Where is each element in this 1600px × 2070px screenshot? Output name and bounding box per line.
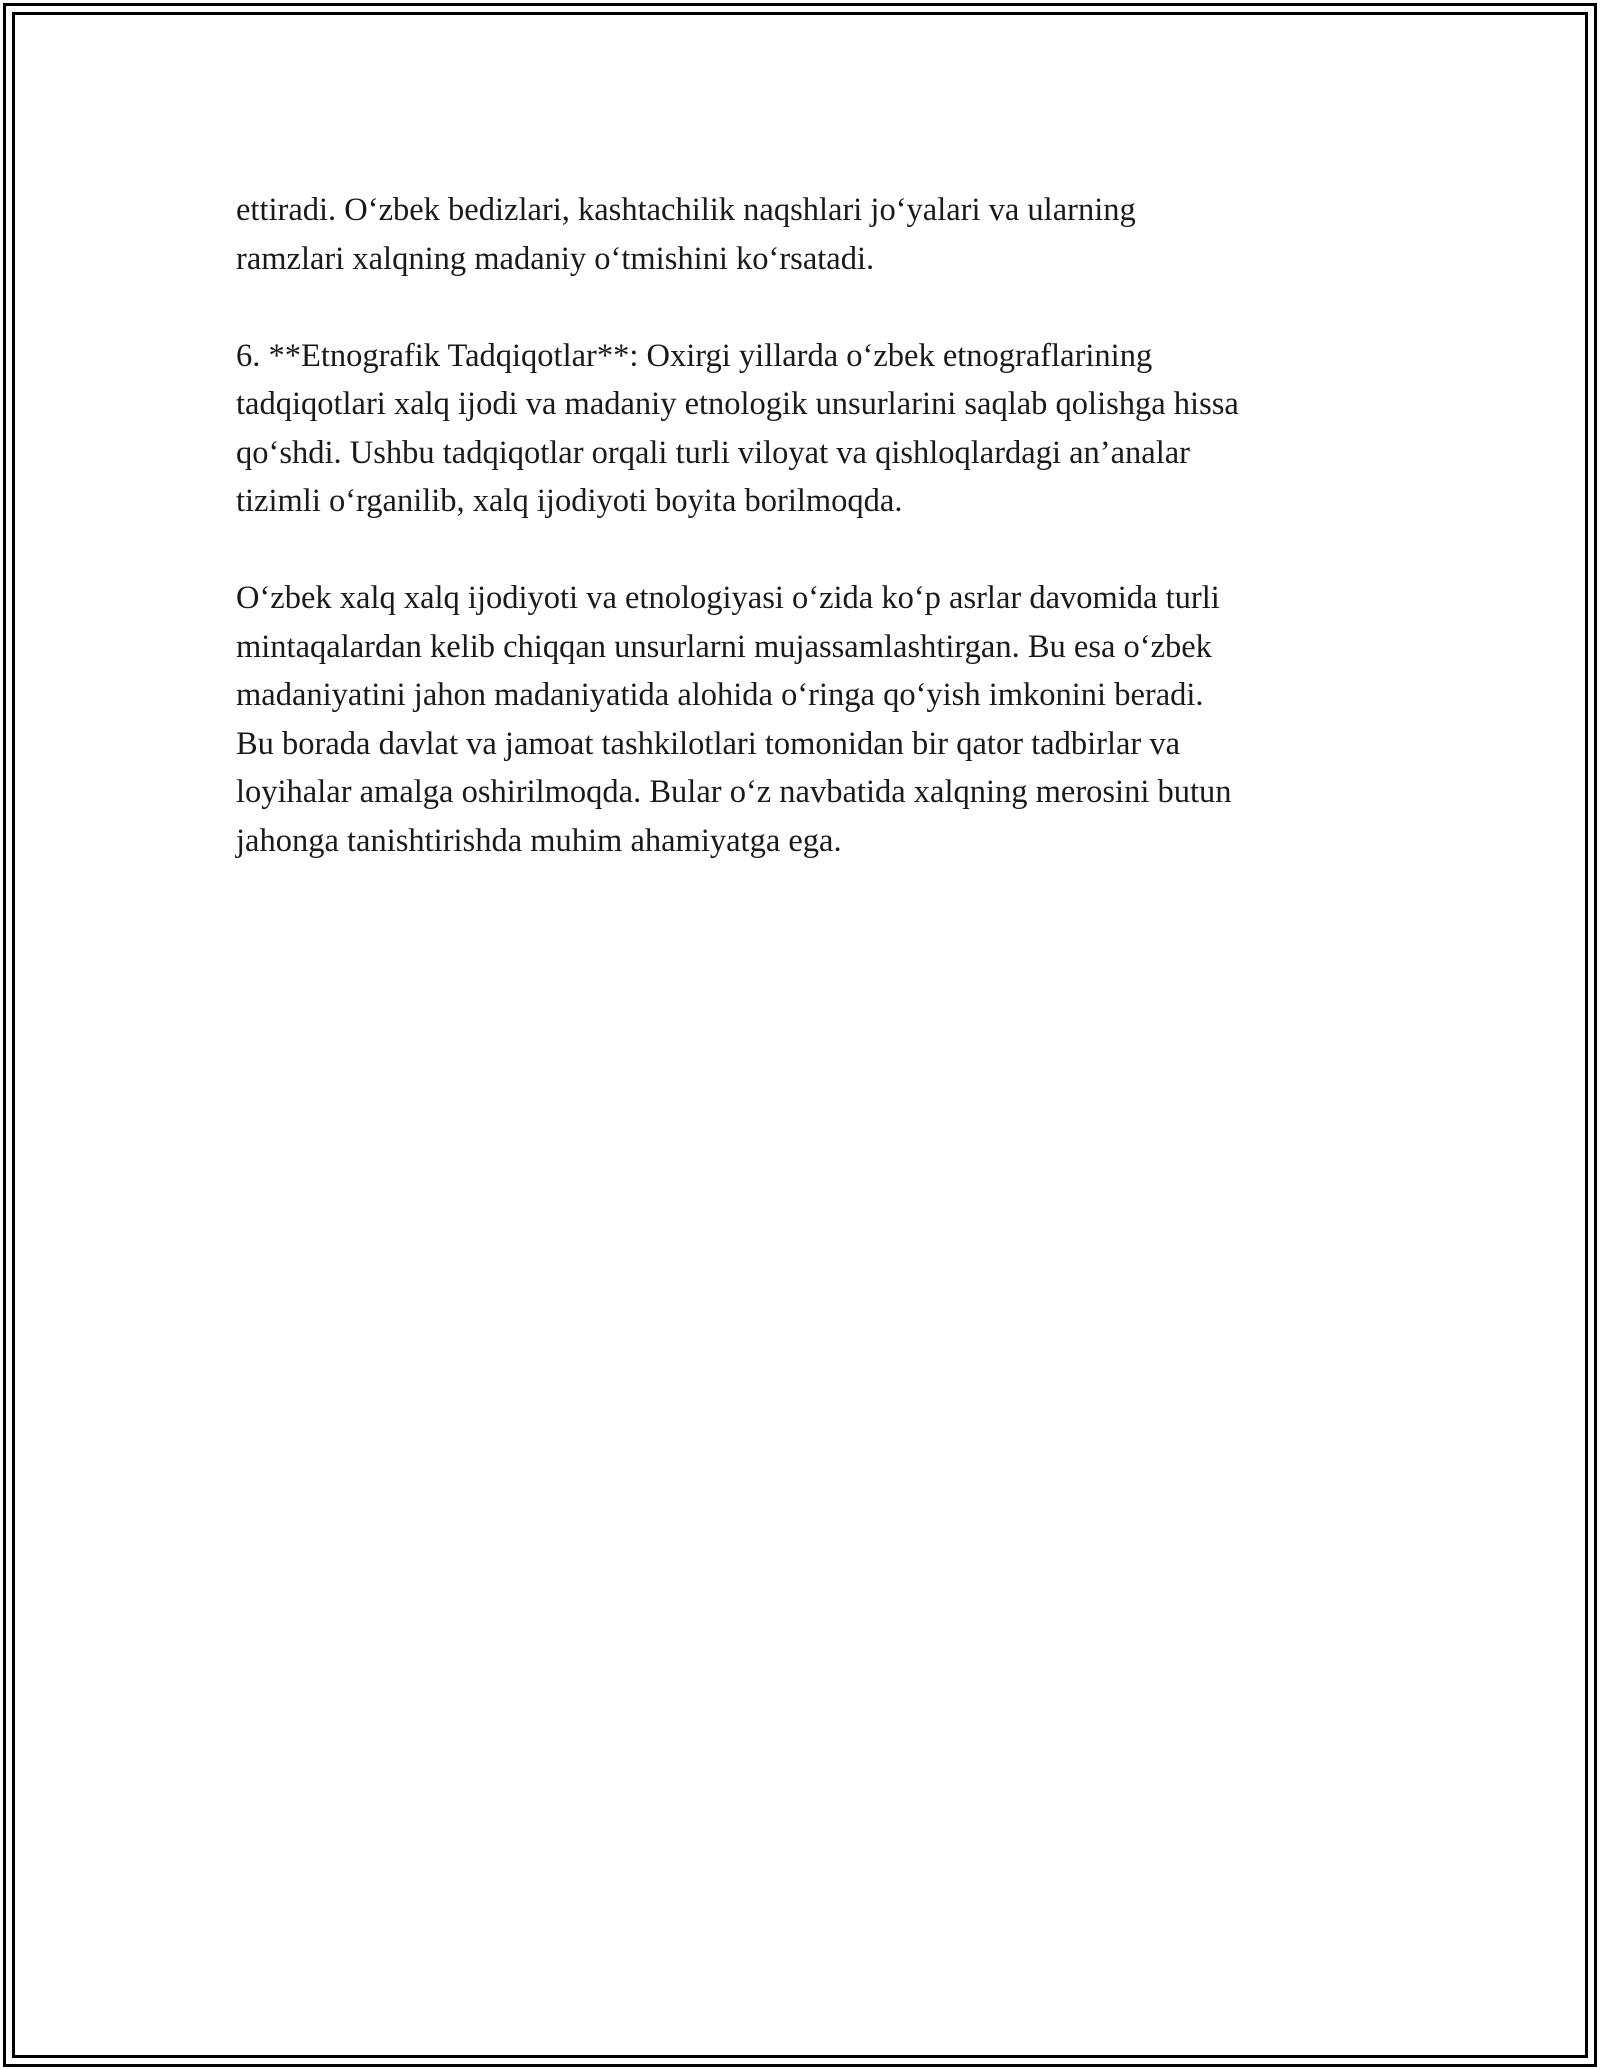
paragraph-conclusion bbox=[236, 574, 1386, 865]
text-line: tadqiqotlari xalq ijodi va madaniy etnologik unsurlarini saqlab qolishga hissa bbox=[236, 386, 1239, 422]
text-line: qo‘shdi. Ushbu tadqiqotlar orqali turli viloyat va qishloqlardagi an’analar bbox=[236, 434, 1191, 471]
text-line: loyihalar amalga oshirilmoqda. Bular o‘z navbatida xalqning merosini butun bbox=[236, 774, 1232, 810]
paragraph-continuation bbox=[236, 186, 1386, 283]
paragraph-etnografik-tadqiqotlar bbox=[236, 332, 1386, 526]
text-line: Bu borada davlat va jamoat tashkilotlari tomonidan bir qator tadbirlar va bbox=[236, 725, 1181, 762]
text-line: mintaqalardan kelib chiqqan unsurlarni mujassamlashtirgan. Bu esa o‘zbek bbox=[236, 628, 1212, 665]
text-line: O‘zbek xalq xalq ijodiyoti va etnologiyasi o‘zida ko‘p asrlar davomida turli bbox=[236, 580, 1220, 616]
text-line: ramzlari xalqning madaniy o‘tmishini ko‘rsatadi. bbox=[236, 240, 875, 277]
text-line: 6. **Etnografik Tadqiqotlar**: Oxirgi yillarda o‘zbek etnograflarining bbox=[236, 337, 1153, 374]
text-line: tizimli o‘rganilib, xalq ijodiyoti boyita borilmoqda. bbox=[236, 483, 903, 519]
text-line: madaniyatini jahon madaniyatida alohida o‘ringa qo‘yish imkonini beradi. bbox=[236, 677, 1204, 713]
text-line: ettiradi. O‘zbek bedizlari, kashtachilik naqshlari jo‘yalari va ularning bbox=[236, 192, 1136, 228]
text-line: jahonga tanishtirishda muhim ahamiyatga ega. bbox=[236, 822, 842, 859]
document-body bbox=[236, 186, 1386, 914]
